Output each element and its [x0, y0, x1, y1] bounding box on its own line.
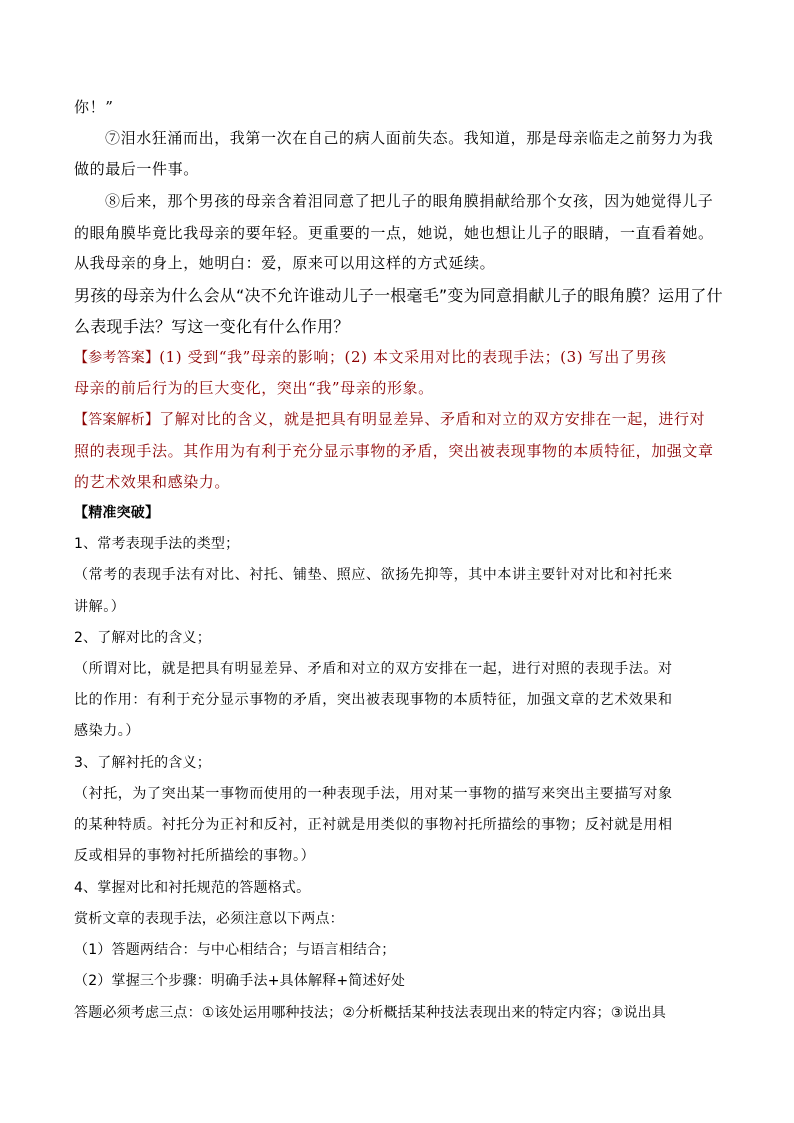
list-item-title: 1、常考表现手法的类型；	[74, 536, 240, 552]
passage-paragraph-7: ⑦泪水狂涌而出，我第一次在自己的病人面前失态。我知道，那是母亲临走之前努力为我	[105, 129, 714, 147]
question-text: 么表现手法？写这一变化有什么作用？	[74, 317, 350, 336]
answer-analysis-label: 【答案解析】	[74, 412, 160, 428]
passage-paragraph-8: ⑧后来，那个男孩的母亲含着泪同意了把儿子的眼角膜捐献给那个女孩，因为她觉得儿子	[105, 192, 714, 210]
answer-analysis	[74, 408, 705, 429]
body-text: （2）掌握三个步骤：明确手法+具体解释+简述好处	[74, 973, 406, 989]
answer-analysis-text: 的艺术效果和感染力。	[74, 473, 231, 491]
reference-answer	[74, 346, 667, 367]
list-item-text: （常考的表现手法有对比、衬托、铺垫、照应、欲扬先抑等，其中本讲主要针对对比和衬托来	[74, 567, 673, 583]
passage-line: 的眼角膜毕竟比我母亲的要年轻。更重要的一点，她说，她也想让儿子的眼睛，一直看着她。	[74, 224, 714, 242]
answer-analysis-text: 了解对比的含义，就是把具有明显差异、矛盾和对立的双方安排在一起，进行对	[159, 410, 706, 428]
list-item-title: 4、掌握对比和衬托规范的答题格式。	[74, 880, 311, 896]
body-text: 赏析文章的表现手法，必须注意以下两点：	[74, 911, 344, 927]
list-item-text: 比的作用：有利于充分显示事物的矛盾，突出被表现事物的本质特征，加强文章的艺术效果和	[74, 692, 673, 708]
answer-analysis-text: 照的表现手法。其作用为有利于充分显示事物的矛盾，突出被表现事物的本质特征，加强文章	[74, 442, 714, 460]
body-text: （1）答题两结合：与中心相结合；与语言相结合；	[74, 942, 396, 958]
reference-answer-label: 【参考答案】	[74, 350, 160, 366]
list-item-text: （所谓对比，就是把具有明显差异、矛盾和对立的双方安排在一起，进行对照的表现手法。对	[74, 661, 673, 677]
question-text: 男孩的母亲为什么会从“决不允许谁动儿子一根毫毛”变为同意捐献儿子的眼角膜？运用了什	[74, 286, 723, 305]
list-item-title: 3、了解衬托的含义；	[74, 755, 211, 771]
list-item-text: 的某种特质。衬托分为正衬和反衬，正衬就是用类似的事物衬托所描绘的事物；反衬就是用相	[74, 817, 673, 833]
passage-line: 从我母亲的身上，她明白：爱，原来可以用这样的方式延续。	[74, 254, 496, 272]
section-heading: 【精准突破】	[74, 505, 160, 521]
list-item-text: （衬托，为了突出某一事物而使用的一种表现手法，用对某一事物的描写来突出主要描写对象	[74, 786, 673, 802]
reference-answer-text: 母亲的前后行为的巨大变化，突出“我”母亲的形象。	[74, 379, 434, 397]
list-item-text: 讲解。）	[74, 599, 126, 615]
passage-line: 你！”	[74, 98, 114, 116]
list-item-text: 反或相异的事物衬托所描绘的事物。）	[74, 848, 316, 864]
list-item-text: 感染力。）	[74, 723, 140, 739]
list-item-title: 2、了解对比的含义；	[74, 630, 211, 646]
reference-answer-text: (1) 受到“我”母亲的影响；(2) 本文采用对比的表现手法；(3) 写出了男孩	[159, 348, 667, 366]
passage-line: 做的最后一件事。	[74, 160, 199, 178]
body-text: 答题必须考虑三点：①该处运用哪种技法；②分析概括某种技法表现出来的特定内容；③说出具	[74, 1005, 667, 1021]
